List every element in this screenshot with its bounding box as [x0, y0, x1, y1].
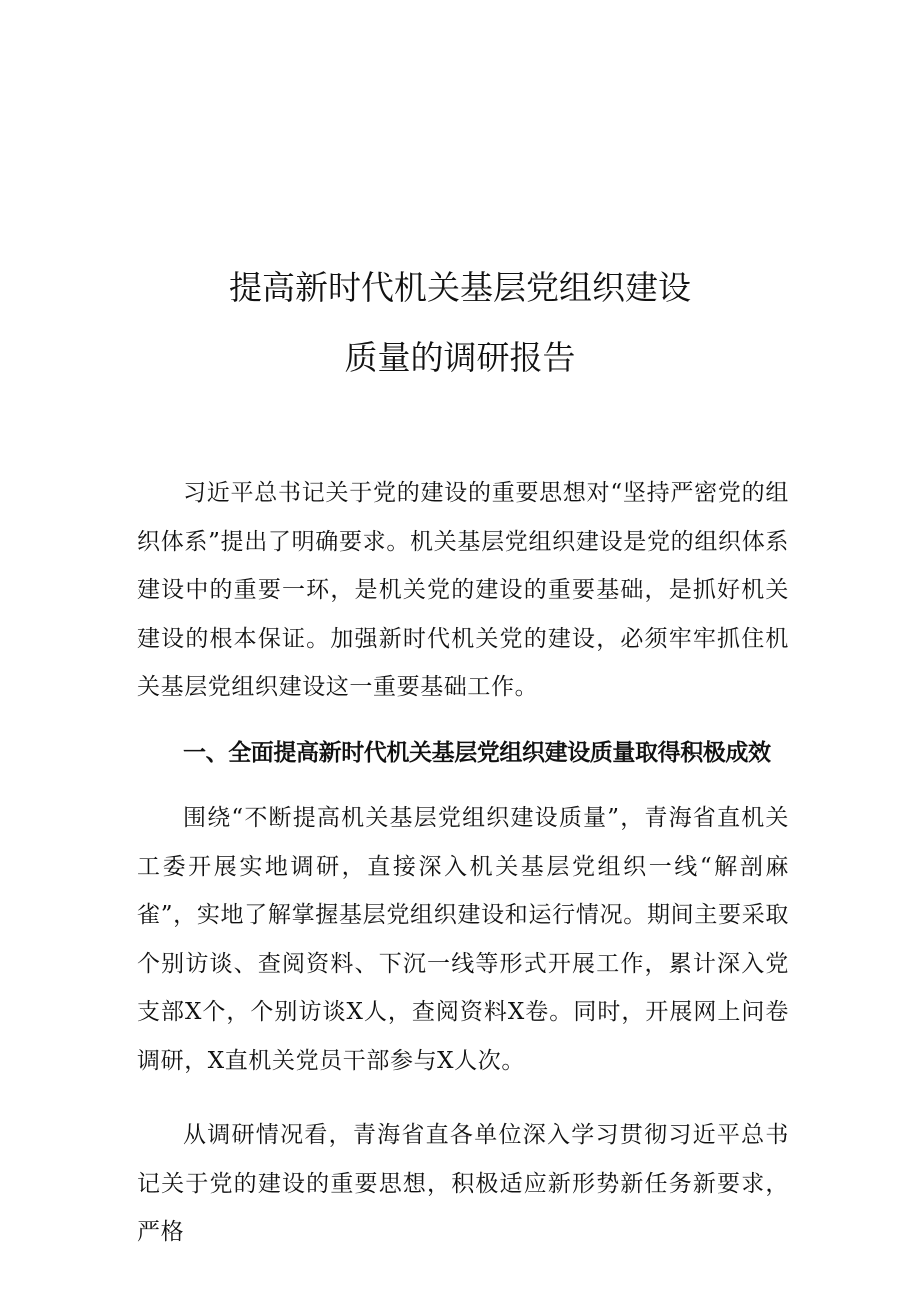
intro-paragraph: 习近平总书记关于党的建设的重要思想对“坚持严密党的组织体系”提出了明确要求。机关基层党组织建设是党的组织体系建设中的重要一环，是机关党的建设的重要基础，是抓好机关建设的根本保证。加强新时代机关党的建设，必须牢牢抓住机关基层党组织建设这一重要基础工作。	[137, 480, 789, 701]
document-title-line-2: 质量的调研报告	[344, 338, 576, 377]
section-heading-1: 一、全面提高新时代机关基层党组织建设质量取得积极成效	[183, 740, 771, 766]
body-paragraph-3: 从调研情况看，青海省直各单位深入学习贯彻习近平总书记关于党的建设的重要思想，积极适应新形势新任务新要求，严格	[137, 1122, 789, 1246]
body-paragraph-2: 围绕“不断提高机关基层党组织建设质量”，青海省直机关工委开展实地调研，直接深入机关基层党组织一线“解剖麻雀”，实地了解掌握基层党组织建设和运行情况。期间主要采取个别访谈、查阅资料、下沉一线等形式开展工作，累计深入党支部X个，个别访谈X人，查阅资料X卷。同时，开展网上问卷调研，X直机关党员干部参与X人次。	[137, 805, 789, 1074]
document-title-line-1: 提高新时代机关基层党组织建设	[229, 268, 691, 307]
